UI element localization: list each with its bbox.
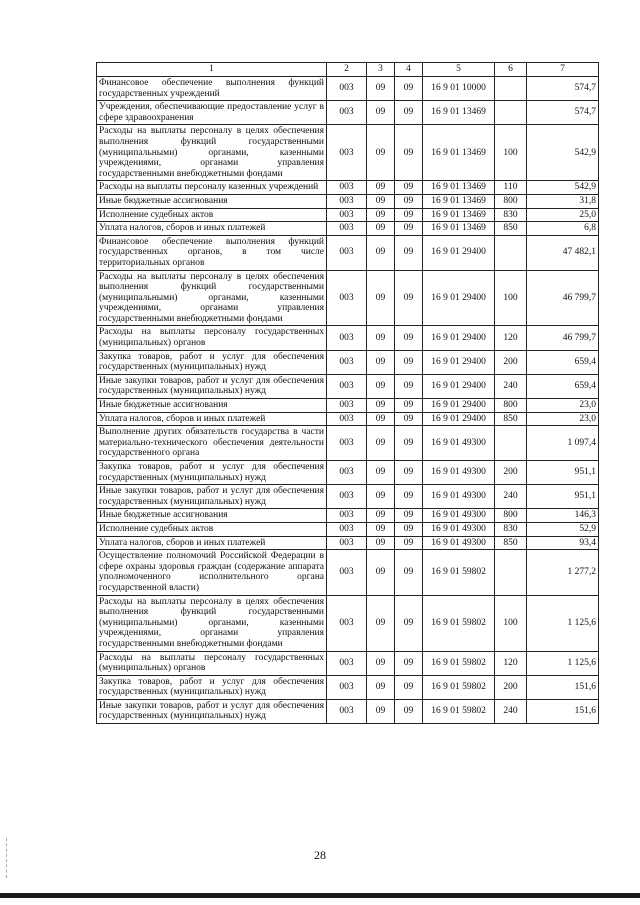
description-cell: Закупка товаров, работ и услуг для обеспечения государственных (муниципальных) нужд [97, 350, 327, 374]
section-cell: 09 [367, 485, 395, 509]
section-cell: 09 [367, 461, 395, 485]
description-cell: Уплата налогов, сборов и иных платежей [97, 536, 327, 550]
expense-type-cell: 830 [495, 522, 527, 536]
description-cell: Иные закупки товаров, работ и услуг для обеспечения государственных (муниципальных) нужд [97, 374, 327, 398]
description-cell: Расходы на выплаты персоналу государственных (муниципальных) органов [97, 326, 327, 350]
ministry-code-cell: 003 [327, 522, 367, 536]
target-article-cell: 16 9 01 13469 [423, 181, 495, 195]
subsection-cell: 09 [395, 699, 423, 723]
ministry-code-cell: 003 [327, 222, 367, 236]
amount-cell: 46 799,7 [527, 326, 599, 350]
amount-cell: 52,9 [527, 522, 599, 536]
ministry-code-cell: 003 [327, 675, 367, 699]
description-cell: Исполнение судебных актов [97, 208, 327, 222]
table-row [97, 374, 599, 398]
target-article-cell: 16 9 01 29400 [423, 412, 495, 426]
section-cell: 09 [367, 522, 395, 536]
expense-type-cell: 120 [495, 326, 527, 350]
section-cell: 09 [367, 550, 395, 595]
expense-type-cell: 100 [495, 270, 527, 326]
ministry-code-cell: 003 [327, 374, 367, 398]
description-cell: Закупка товаров, работ и услуг для обеспечения государственных (муниципальных) нужд [97, 675, 327, 699]
target-article-cell: 16 9 01 13469 [423, 125, 495, 181]
amount-cell: 659,4 [527, 374, 599, 398]
amount-cell: 1 125,6 [527, 651, 599, 675]
table-row [97, 235, 599, 270]
amount-cell: 951,1 [527, 485, 599, 509]
section-cell: 09 [367, 350, 395, 374]
subsection-cell: 09 [395, 522, 423, 536]
expense-type-cell: 200 [495, 350, 527, 374]
description-cell: Учреждения, обеспечивающие предоставление услуг в сфере здравоохранения [97, 101, 327, 125]
target-article-cell: 16 9 01 10000 [423, 77, 495, 101]
subsection-cell: 09 [395, 125, 423, 181]
amount-cell: 6,8 [527, 222, 599, 236]
amount-cell: 23,0 [527, 399, 599, 413]
column-header-1: 1 [97, 63, 327, 77]
section-cell: 09 [367, 374, 395, 398]
target-article-cell: 16 9 01 59802 [423, 651, 495, 675]
subsection-cell: 09 [395, 101, 423, 125]
description-cell: Иные бюджетные ассигнования [97, 194, 327, 208]
section-cell: 09 [367, 181, 395, 195]
expense-type-cell: 200 [495, 461, 527, 485]
target-article-cell: 16 9 01 29400 [423, 270, 495, 326]
ministry-code-cell: 003 [327, 350, 367, 374]
ministry-code-cell: 003 [327, 550, 367, 595]
expense-type-cell: 110 [495, 181, 527, 195]
amount-cell: 25,0 [527, 208, 599, 222]
target-article-cell: 16 9 01 49300 [423, 485, 495, 509]
description-cell: Финансовое обеспечение выполнения функций государственных учреждений [97, 77, 327, 101]
expense-type-cell: 850 [495, 536, 527, 550]
table-row [97, 350, 599, 374]
table-row [97, 509, 599, 523]
target-article-cell: 16 9 01 49300 [423, 522, 495, 536]
column-header-2: 2 [327, 63, 367, 77]
subsection-cell: 09 [395, 235, 423, 270]
table-row [97, 651, 599, 675]
expense-type-cell [495, 77, 527, 101]
subsection-cell: 09 [395, 208, 423, 222]
subsection-cell: 09 [395, 675, 423, 699]
section-cell: 09 [367, 194, 395, 208]
ministry-code-cell: 003 [327, 194, 367, 208]
target-article-cell: 16 9 01 13469 [423, 208, 495, 222]
amount-cell: 23,0 [527, 412, 599, 426]
bottom-border-bar [0, 893, 640, 898]
subsection-cell: 09 [395, 194, 423, 208]
ministry-code-cell: 003 [327, 536, 367, 550]
table-header-row [97, 63, 599, 77]
section-cell: 09 [367, 77, 395, 101]
section-cell: 09 [367, 412, 395, 426]
expense-type-cell: 240 [495, 374, 527, 398]
target-article-cell: 16 9 01 59802 [423, 595, 495, 651]
target-article-cell: 16 9 01 49300 [423, 509, 495, 523]
target-article-cell: 16 9 01 29400 [423, 326, 495, 350]
description-cell: Выполнение других обязательств государства в части материально-технического обеспечения деятельности государственного органа [97, 426, 327, 461]
expense-type-cell [495, 235, 527, 270]
subsection-cell: 09 [395, 509, 423, 523]
target-article-cell: 16 9 01 29400 [423, 399, 495, 413]
table-row [97, 412, 599, 426]
expense-type-cell: 120 [495, 651, 527, 675]
amount-cell: 151,6 [527, 675, 599, 699]
subsection-cell: 09 [395, 550, 423, 595]
amount-cell: 146,3 [527, 509, 599, 523]
subsection-cell: 09 [395, 270, 423, 326]
table-row [97, 222, 599, 236]
target-article-cell: 16 9 01 29400 [423, 235, 495, 270]
target-article-cell: 16 9 01 13469 [423, 101, 495, 125]
ministry-code-cell: 003 [327, 509, 367, 523]
description-cell: Исполнение судебных актов [97, 522, 327, 536]
description-cell: Иные закупки товаров, работ и услуг для обеспечения государственных (муниципальных) нужд [97, 699, 327, 723]
column-header-5: 5 [423, 63, 495, 77]
target-article-cell: 16 9 01 13469 [423, 194, 495, 208]
expense-type-cell: 850 [495, 412, 527, 426]
amount-cell: 951,1 [527, 461, 599, 485]
section-cell: 09 [367, 222, 395, 236]
target-article-cell: 16 9 01 59802 [423, 550, 495, 595]
target-article-cell: 16 9 01 59802 [423, 699, 495, 723]
expense-type-cell: 800 [495, 194, 527, 208]
ministry-code-cell: 003 [327, 595, 367, 651]
expense-type-cell: 240 [495, 699, 527, 723]
subsection-cell: 09 [395, 485, 423, 509]
section-cell: 09 [367, 536, 395, 550]
target-article-cell: 16 9 01 13469 [423, 222, 495, 236]
budget-table [96, 62, 599, 724]
expense-type-cell: 100 [495, 125, 527, 181]
ministry-code-cell: 003 [327, 485, 367, 509]
table-row [97, 595, 599, 651]
ministry-code-cell: 003 [327, 412, 367, 426]
table-row [97, 485, 599, 509]
table-body [97, 77, 599, 724]
amount-cell: 31,8 [527, 194, 599, 208]
subsection-cell: 09 [395, 426, 423, 461]
description-cell: Иные закупки товаров, работ и услуг для обеспечения государственных (муниципальных) нужд [97, 485, 327, 509]
table-row [97, 399, 599, 413]
section-cell: 09 [367, 509, 395, 523]
ministry-code-cell: 003 [327, 326, 367, 350]
description-cell: Расходы на выплаты персоналу казенных учреждений [97, 181, 327, 195]
description-cell: Осуществление полномочий Российской Федерации в сфере охраны здоровья граждан (содержание аппарата уполномоченного исполнительного органа государственной власти) [97, 550, 327, 595]
amount-cell: 659,4 [527, 350, 599, 374]
amount-cell: 542,9 [527, 181, 599, 195]
table-row [97, 101, 599, 125]
column-header-4: 4 [395, 63, 423, 77]
column-header-3: 3 [367, 63, 395, 77]
subsection-cell: 09 [395, 651, 423, 675]
description-cell: Расходы на выплаты персоналу государственных (муниципальных) органов [97, 651, 327, 675]
column-header-7: 7 [527, 63, 599, 77]
target-article-cell: 16 9 01 49300 [423, 426, 495, 461]
amount-cell: 1 277,2 [527, 550, 599, 595]
description-cell: Финансовое обеспечение выполнения функций государственных органов, в том числе территориальных органов [97, 235, 327, 270]
expense-type-cell: 850 [495, 222, 527, 236]
section-cell: 09 [367, 595, 395, 651]
section-cell: 09 [367, 270, 395, 326]
description-cell: Закупка товаров, работ и услуг для обеспечения государственных (муниципальных) нужд [97, 461, 327, 485]
table-row [97, 675, 599, 699]
amount-cell: 574,7 [527, 77, 599, 101]
subsection-cell: 09 [395, 222, 423, 236]
description-cell: Уплата налогов, сборов и иных платежей [97, 222, 327, 236]
section-cell: 09 [367, 326, 395, 350]
target-article-cell: 16 9 01 59802 [423, 675, 495, 699]
table-row [97, 125, 599, 181]
ministry-code-cell: 003 [327, 651, 367, 675]
table-row [97, 208, 599, 222]
section-cell: 09 [367, 235, 395, 270]
section-cell: 09 [367, 125, 395, 181]
column-header-6: 6 [495, 63, 527, 77]
table-row [97, 461, 599, 485]
section-cell: 09 [367, 699, 395, 723]
expense-type-cell: 240 [495, 485, 527, 509]
table-row [97, 326, 599, 350]
table-row [97, 522, 599, 536]
ministry-code-cell: 003 [327, 101, 367, 125]
table-row [97, 270, 599, 326]
subsection-cell: 09 [395, 412, 423, 426]
ministry-code-cell: 003 [327, 77, 367, 101]
ministry-code-cell: 003 [327, 181, 367, 195]
amount-cell: 542,9 [527, 125, 599, 181]
amount-cell: 46 799,7 [527, 270, 599, 326]
expense-type-cell: 800 [495, 509, 527, 523]
subsection-cell: 09 [395, 181, 423, 195]
table-row [97, 536, 599, 550]
description-cell: Иные бюджетные ассигнования [97, 509, 327, 523]
description-cell: Уплата налогов, сборов и иных платежей [97, 412, 327, 426]
subsection-cell: 09 [395, 77, 423, 101]
expense-type-cell [495, 426, 527, 461]
ministry-code-cell: 003 [327, 125, 367, 181]
subsection-cell: 09 [395, 595, 423, 651]
expense-type-cell [495, 101, 527, 125]
margin-mark [6, 838, 8, 878]
ministry-code-cell: 003 [327, 426, 367, 461]
amount-cell: 47 482,1 [527, 235, 599, 270]
section-cell: 09 [367, 651, 395, 675]
ministry-code-cell: 003 [327, 399, 367, 413]
table-row [97, 699, 599, 723]
table-row [97, 194, 599, 208]
ministry-code-cell: 003 [327, 235, 367, 270]
target-article-cell: 16 9 01 29400 [423, 350, 495, 374]
subsection-cell: 09 [395, 326, 423, 350]
ministry-code-cell: 003 [327, 208, 367, 222]
subsection-cell: 09 [395, 461, 423, 485]
subsection-cell: 09 [395, 374, 423, 398]
expense-type-cell: 200 [495, 675, 527, 699]
table-row [97, 77, 599, 101]
section-cell: 09 [367, 426, 395, 461]
ministry-code-cell: 003 [327, 699, 367, 723]
amount-cell: 574,7 [527, 101, 599, 125]
table-row [97, 550, 599, 595]
section-cell: 09 [367, 399, 395, 413]
subsection-cell: 09 [395, 536, 423, 550]
table-row [97, 181, 599, 195]
section-cell: 09 [367, 208, 395, 222]
description-cell: Расходы на выплаты персоналу в целях обеспечения выполнения функций государственными (муниципальными) органами, казенными учреждениями, органами управления государственными внебюджетными фондами [97, 270, 327, 326]
section-cell: 09 [367, 101, 395, 125]
expense-type-cell: 830 [495, 208, 527, 222]
description-cell: Расходы на выплаты персоналу в целях обеспечения выполнения функций государственными (муниципальными) органами, казенными учреждениями, органами управления государственными внебюджетными фондами [97, 595, 327, 651]
target-article-cell: 16 9 01 49300 [423, 536, 495, 550]
expense-type-cell: 800 [495, 399, 527, 413]
amount-cell: 93,4 [527, 536, 599, 550]
description-cell: Расходы на выплаты персоналу в целях обеспечения выполнения функций государственными (муниципальными) органами, казенными учреждениями, органами управления государственными внебюджетными фондами [97, 125, 327, 181]
amount-cell: 1 097,4 [527, 426, 599, 461]
ministry-code-cell: 003 [327, 461, 367, 485]
target-article-cell: 16 9 01 49300 [423, 461, 495, 485]
ministry-code-cell: 003 [327, 270, 367, 326]
target-article-cell: 16 9 01 29400 [423, 374, 495, 398]
expense-type-cell: 100 [495, 595, 527, 651]
amount-cell: 151,6 [527, 699, 599, 723]
amount-cell: 1 125,6 [527, 595, 599, 651]
subsection-cell: 09 [395, 399, 423, 413]
page-number: 28 [314, 848, 326, 862]
subsection-cell: 09 [395, 350, 423, 374]
table-row [97, 426, 599, 461]
expense-type-cell [495, 550, 527, 595]
description-cell: Иные бюджетные ассигнования [97, 399, 327, 413]
section-cell: 09 [367, 675, 395, 699]
